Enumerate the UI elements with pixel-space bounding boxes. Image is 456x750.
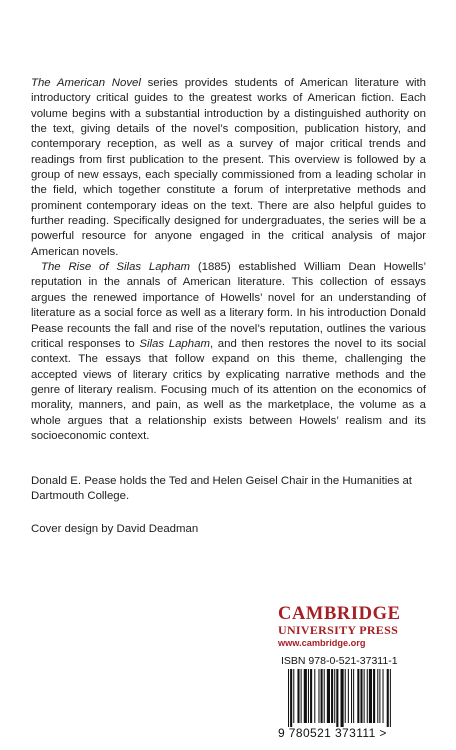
book-paragraph <box>31 260 426 444</box>
barcode-icon <box>278 669 435 727</box>
isbn-label: ISBN 978-0-521-37311-1 <box>281 655 398 667</box>
book-text-part-2: , and then restores the novel to its social context. The essays that follow expand on this theme, challenging the accepted views of literary critics by explicating narrative methods and the genre of literary realism. Focusing much of its attention on the economics of morality, manners, and pain, as well as the marketplace, the volume as a whole argues that a relationship exists between Howels’ realism and its socioeconomic context. <box>31 337 426 442</box>
book-title: The Rise of Silas Lapham <box>41 261 191 274</box>
barcode-digits: 9 780521 373111 > <box>278 726 387 740</box>
series-title: The American Novel <box>31 77 141 89</box>
isbn-block <box>278 655 435 741</box>
book-title-short: Silas Lapham <box>139 337 210 350</box>
publisher-name: CAMBRIDGE <box>278 604 401 624</box>
cover-design-credit: Cover design by David Deadman <box>31 523 199 535</box>
book-text-part-1: (1885) established William Dean Howells’ reputation in the annals of American literature. This collection of essays argues the renewed importance of Howells’ novel for an understanding of literature as a social force as well as a literary form. In his introduction Donald Pease recounts the fall and rise of the novel’s reputation, outlines the various critical responses to <box>31 261 426 350</box>
editor-bio: Donald E. Pease holds the Ted and Helen Geisel Chair in the Humanities at Dartmouth College. <box>31 475 412 503</box>
publisher-subtitle: UNIVERSITY PRESS <box>278 623 399 637</box>
publisher-url: www.cambridge.org <box>278 638 366 648</box>
publisher-logo <box>278 604 438 649</box>
series-paragraph <box>31 76 426 260</box>
series-description <box>31 76 426 444</box>
series-text: series provides students of American literature with introductory critical guides to the greatest works of American fiction. Each volume begins with a substantial introduction by a distinguished authority on the text, giving details of the novel’s composition, publication history, and contemporary reception, as well as a survey of major critical trends and readings from first publication to the present. This overview is followed by a group of new essays, each specially commissioned from a leading scholar in the field, which together constitute a forum of interpretative methods and prominent contemporary ideas on the text. There are also helpful guides to further reading. Specifically designed for undergraduates, the series will be a powerful resource for anyone engaged in the critical analysis of major American novels. <box>31 77 426 258</box>
